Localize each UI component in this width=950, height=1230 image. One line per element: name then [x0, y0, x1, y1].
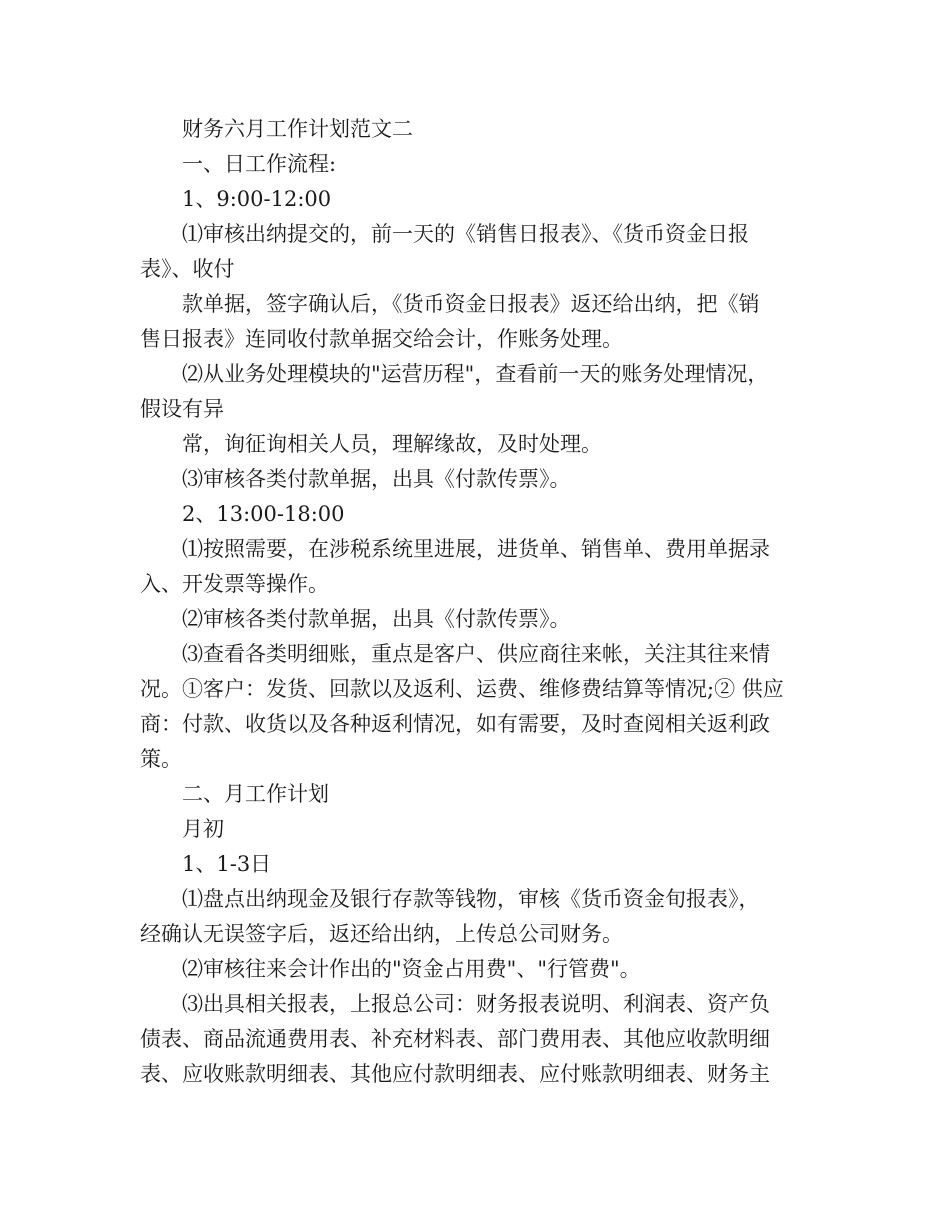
text-line: 表》、收付 [140, 257, 235, 281]
text-line: 一、日工作流程: [182, 152, 337, 176]
text-line: 售日报表》连同收付款单据交给会计，作账务处理。 [140, 327, 623, 351]
document-title: 财务六月工作计划范文二 [182, 117, 413, 141]
text-line: 假设有异 [140, 397, 224, 421]
text-line: ⑶出具相关报表，上报总公司：财务报表说明、利润表、资产负 [182, 992, 770, 1016]
text-line: 二、月工作计划 [182, 782, 329, 806]
text-line: 入、开发票等操作。 [140, 572, 329, 596]
text-line: ⑵审核各类付款单据，出具《付款传票》。 [182, 607, 571, 631]
text-line: ⑶审核各类付款单据，出具《付款传票》。 [182, 467, 571, 491]
text-line: 款单据，签字确认后，《货币资金日报表》返还给出纳，把《销 [182, 292, 760, 316]
text-line: 况。①客户：发货、回款以及返利、运费、维修费结算等情况;② 供应 [140, 677, 784, 701]
text-line: 商：付款、收货以及各种返利情况，如有需要，及时查阅相关返利政 [140, 712, 770, 736]
text-line: 2、13:00-18:00 [182, 502, 345, 526]
text-line: 1、1-3日 [182, 852, 272, 876]
document-body [140, 112, 812, 1092]
text-line: 策。 [140, 747, 182, 771]
text-line: ⑴盘点出纳现金及银行存款等钱物，审核《货币资金旬报表》， [182, 887, 760, 911]
text-line: ⑶查看各类明细账，重点是客户、供应商往来帐，关注其往来情 [182, 642, 770, 666]
text-line: ⑴按照需要，在涉税系统里进展，进货单、销售单、费用单据录 [182, 537, 770, 561]
text-line: 1、9:00-12:00 [182, 187, 332, 211]
text-line: 常，询征询相关人员，理解缘故，及时处理。 [182, 432, 602, 456]
text-line: 表、应收账款明细表、其他应付款明细表、应付账款明细表、财务主 [140, 1062, 770, 1086]
text-line: 经确认无误签字后，返还给出纳，上传总公司财务。 [140, 922, 623, 946]
text-line: 月初 [182, 817, 224, 841]
text-line: 债表、商品流通费用表、补充材料表、部门费用表、其他应收款明细 [140, 1027, 770, 1051]
text-line: ⑵审核往来会计作出的"资金占用费"、"行管费"。 [182, 957, 641, 981]
text-line: ⑴审核出纳提交的，前一天的《销售日报表》、《货币资金日报 [182, 222, 749, 246]
text-line: ⑵从业务处理模块的"运营历程"，查看前一天的账务处理情况， [182, 362, 769, 386]
